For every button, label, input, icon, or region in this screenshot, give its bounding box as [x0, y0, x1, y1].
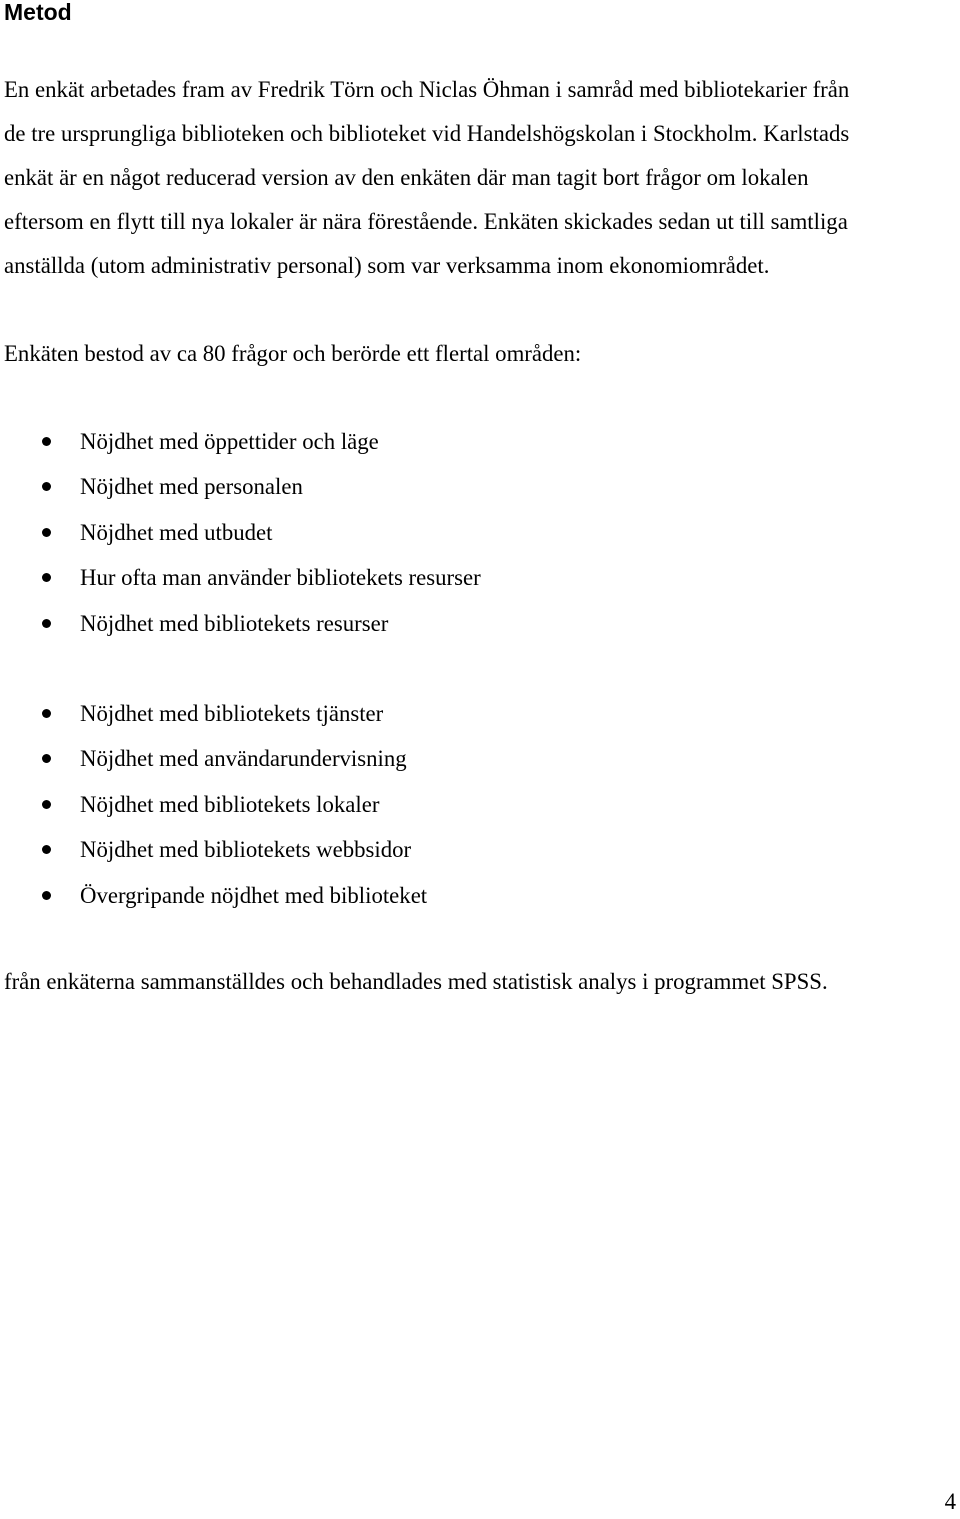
method-paragraph: [4, 68, 849, 288]
list-item-text: Nöjdhet med bibliotekets resurser: [80, 610, 389, 636]
paragraph-line: enkät är en något reducerad version av den enkäten där man tagit bort frågor om lokalen: [4, 165, 809, 190]
list-item-text: Nöjdhet med bibliotekets tjänster: [80, 701, 384, 726]
list-item-text: Hur ofta man använder bibliotekets resurser: [80, 565, 481, 591]
bullet-icon: [42, 528, 51, 537]
paragraph-line: anställda (utom administrativ personal) som var verksamma inom ekonomiområdet.: [4, 253, 770, 278]
page-number: 4: [944, 1489, 956, 1514]
list-item-text: Nöjdhet med bibliotekets webbsidor: [80, 837, 412, 863]
paragraph-line: de tre ursprungliga biblioteken och biblioteket vid Handelshögskolan i Stockholm. Karlstads: [4, 121, 850, 146]
list-item-text: Övergripande nöjdhet med biblioteket: [80, 882, 428, 908]
bullet-icon: [42, 709, 51, 718]
paragraph-line: eftersom en flytt till nya lokaler är nära förestående. Enkäten skickades sedan ut till samtliga: [4, 209, 848, 234]
list-item-text: Nöjdhet med personalen: [80, 474, 303, 500]
bullet-icon: [42, 891, 51, 900]
survey-intro-paragraph: Enkäten bestod av ca 80 frågor och berörde ett flertal områden:: [4, 341, 582, 366]
section-heading: Metod: [4, 0, 72, 25]
bullet-icon: [42, 482, 51, 491]
list-item-text: Nöjdhet med utbudet: [80, 519, 273, 545]
bullet-icon: [42, 845, 51, 854]
bullet-icon: [42, 754, 51, 763]
bullet-icon: [42, 619, 51, 628]
bullet-icon: [42, 800, 51, 809]
analysis-paragraph: från enkäterna sammanställdes och behandlades med statistisk analys i programmet SPSS.: [4, 969, 828, 994]
bullet-icon: [42, 573, 51, 582]
list-item-text: Nöjdhet med användarundervisning: [80, 746, 407, 772]
list-item-text: Nöjdhet med bibliotekets lokaler: [80, 791, 380, 817]
paragraph-line: En enkät arbetades fram av Fredrik Törn och Niclas Öhman i samråd med bibliotekarier från: [4, 77, 850, 102]
list-item-text: Nöjdhet med öppettider och läge: [80, 429, 379, 454]
bullet-icon: [42, 437, 51, 446]
